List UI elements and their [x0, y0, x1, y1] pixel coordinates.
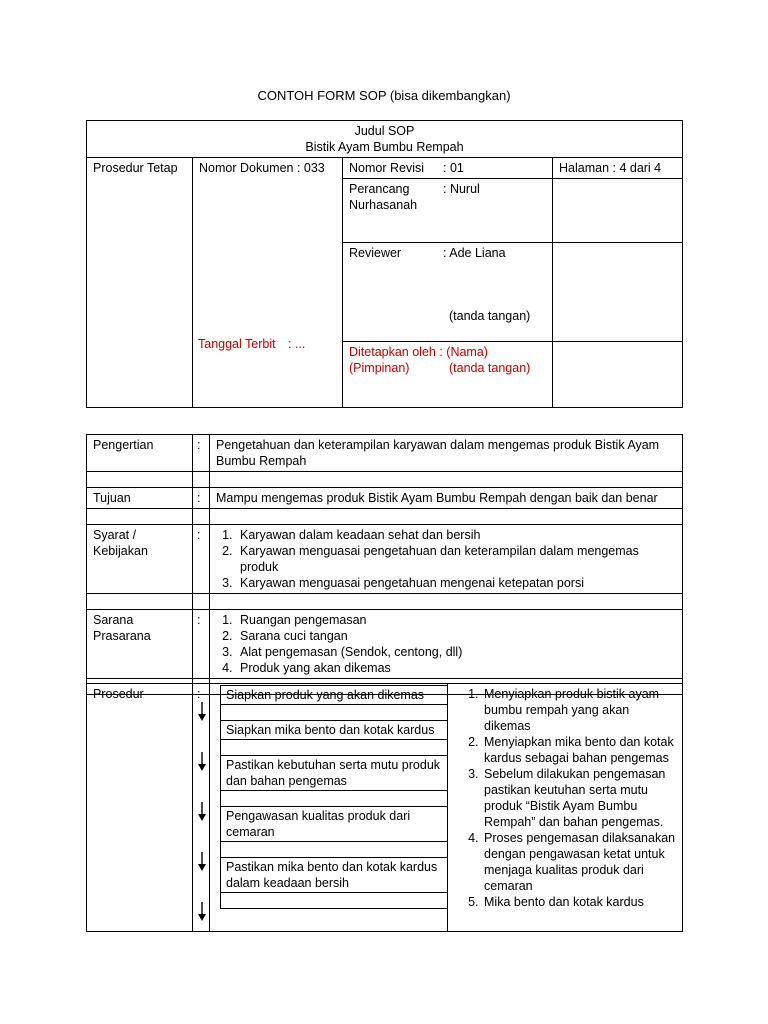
list-item: 2. Menyiapkan mika bento dan kotak kardus sebagai bahan pengemas: [482, 734, 678, 766]
list-item: 1. Karyawan dalam keadaan sehat dan bersih: [236, 527, 676, 543]
nomor-revisi-value: : 01: [443, 161, 464, 175]
sarana-label: Sarana: [93, 613, 134, 627]
flow-gap: [220, 841, 448, 857]
tujuan-text: Mampu mengemas produk Bistik Ayam Bumbu Rempah dengan baik dan benar: [210, 488, 683, 509]
colon: :: [193, 488, 210, 509]
ditetapkan-sign: (tanda tangan): [449, 361, 531, 375]
prosedur-list-cell: [448, 684, 683, 932]
prosedur-table: [86, 683, 683, 932]
judul-cell: [87, 121, 683, 158]
sarana-label-2: Prasarana: [93, 629, 151, 643]
arrow-down-icon: [196, 752, 208, 772]
flow-box: Siapkan mika bento dan kotak kardus: [220, 720, 448, 739]
flow-gap: [220, 790, 448, 806]
list-item: 3. Sebelum dilakukan pengemasan pastikan keutuhan serta mutu produk “Bistik Ayam Bumbu Rempah” dan bahan pengemas.: [482, 766, 678, 830]
sop-header-table: [86, 120, 683, 408]
prosedur-list: [452, 686, 678, 910]
ditetapkan-pimpinan: (Pimpinan): [349, 361, 410, 375]
tanggal-terbit-value: : ...: [288, 337, 306, 351]
arrow-column: [193, 684, 210, 932]
sarana-list: [216, 612, 676, 676]
list-item: 4. Produk yang akan dikemas: [236, 660, 676, 676]
syarat-label-cell: [87, 525, 193, 594]
ditetapkan-cell: [343, 342, 553, 408]
colon: :: [197, 687, 201, 701]
syarat-label: Syarat /: [93, 528, 137, 542]
ditetapkan-sign-cell: [553, 342, 683, 408]
ditetapkan-line1: Ditetapkan oleh : (Nama): [349, 345, 488, 359]
flow-box: Pastikan kebutuhan serta mutu produk dan bahan pengemas: [220, 755, 448, 790]
perancang-label: Perancang: [349, 182, 410, 196]
colon: :: [193, 435, 210, 472]
pengertian-label: Pengertian: [87, 435, 193, 472]
list-item: 1. Ruangan pengemasan: [236, 612, 676, 628]
flowchart-cell: [210, 684, 448, 932]
perancang-value: : Nurul: [443, 182, 480, 196]
judul-value: Bistik Ayam Bumbu Rempah: [305, 140, 464, 154]
nomor-dokumen-cell: Nomor Dokumen : 033: [193, 158, 343, 408]
list-item: 1. Menyiapkan produk bistik ayam bumbu rempah yang akan dikemas: [482, 686, 678, 734]
sarana-label-cell: [87, 610, 193, 679]
colon: :: [193, 610, 210, 679]
page-title: CONTOH FORM SOP (bisa dikembangkan): [257, 88, 511, 103]
list-item: 3. Karyawan menguasai pengetahuan mengenai ketepatan porsi: [236, 575, 676, 591]
reviewer-sign-cell: [553, 243, 683, 342]
tujuan-label: Tujuan: [87, 488, 193, 509]
flow-gap: [220, 892, 448, 909]
pengertian-text: Pengetahuan dan keterampilan karyawan dalam mengemas produk Bistik Ayam Bumbu Rempah: [210, 435, 683, 472]
reviewer-value: : Ade Liana: [443, 246, 506, 260]
perancang-value-2: Nurhasanah: [349, 198, 418, 212]
list-item: 4. Proses pengemasan dilaksanakan dengan pengawasan ketat untuk menjaga kualitas produk dari cemaran: [482, 830, 678, 894]
halaman-cell: Halaman : 4 dari 4: [553, 158, 683, 179]
list-item: 2. Karyawan menguasai pengetahuan dan keterampilan dalam mengemas produk: [236, 543, 676, 575]
arrow-down-icon: [196, 852, 208, 872]
syarat-label-2: Kebijakan: [93, 544, 148, 558]
nomor-revisi-label: Nomor Revisi: [349, 161, 425, 175]
colon: :: [193, 525, 210, 594]
flow-gap: [220, 704, 448, 720]
perancang-sign-cell: [553, 179, 683, 243]
sarana-list-cell: [210, 610, 683, 679]
flowchart: [220, 685, 448, 909]
list-item: 2. Sarana cuci tangan: [236, 628, 676, 644]
list-item: 3. Alat pengemasan (Sendok, centong, dll): [236, 644, 676, 660]
prosedur-tetap-cell: Prosedur Tetap: [87, 158, 193, 408]
tanggal-terbit-label: Tanggal Terbit: [198, 337, 276, 351]
syarat-list-cell: [210, 525, 683, 594]
flow-box: Pengawasan kualitas produk dari cemaran: [220, 806, 448, 841]
tanggal-terbit: [198, 337, 305, 351]
arrow-down-icon: [196, 802, 208, 822]
reviewer-sign: (tanda tangan): [449, 309, 531, 323]
flow-gap: [220, 739, 448, 755]
reviewer-label: Reviewer: [349, 246, 402, 260]
flow-box: Pastikan mika bento dan kotak kardus dalam keadaan bersih: [220, 857, 448, 892]
perancang-cell: [343, 179, 553, 243]
reviewer-cell: [343, 243, 553, 342]
sop-body-table: [86, 434, 683, 695]
list-item: 5. Mika bento dan kotak kardus: [482, 894, 678, 910]
flow-box: Siapkan produk yang akan dikemas: [220, 685, 448, 704]
prosedur-label: Prosedur: [87, 684, 193, 932]
judul-label: Judul SOP: [354, 124, 415, 138]
nomor-revisi-cell: [343, 158, 553, 179]
arrow-down-icon: [196, 702, 208, 722]
arrow-down-icon: [196, 902, 208, 922]
syarat-list: [216, 527, 676, 591]
